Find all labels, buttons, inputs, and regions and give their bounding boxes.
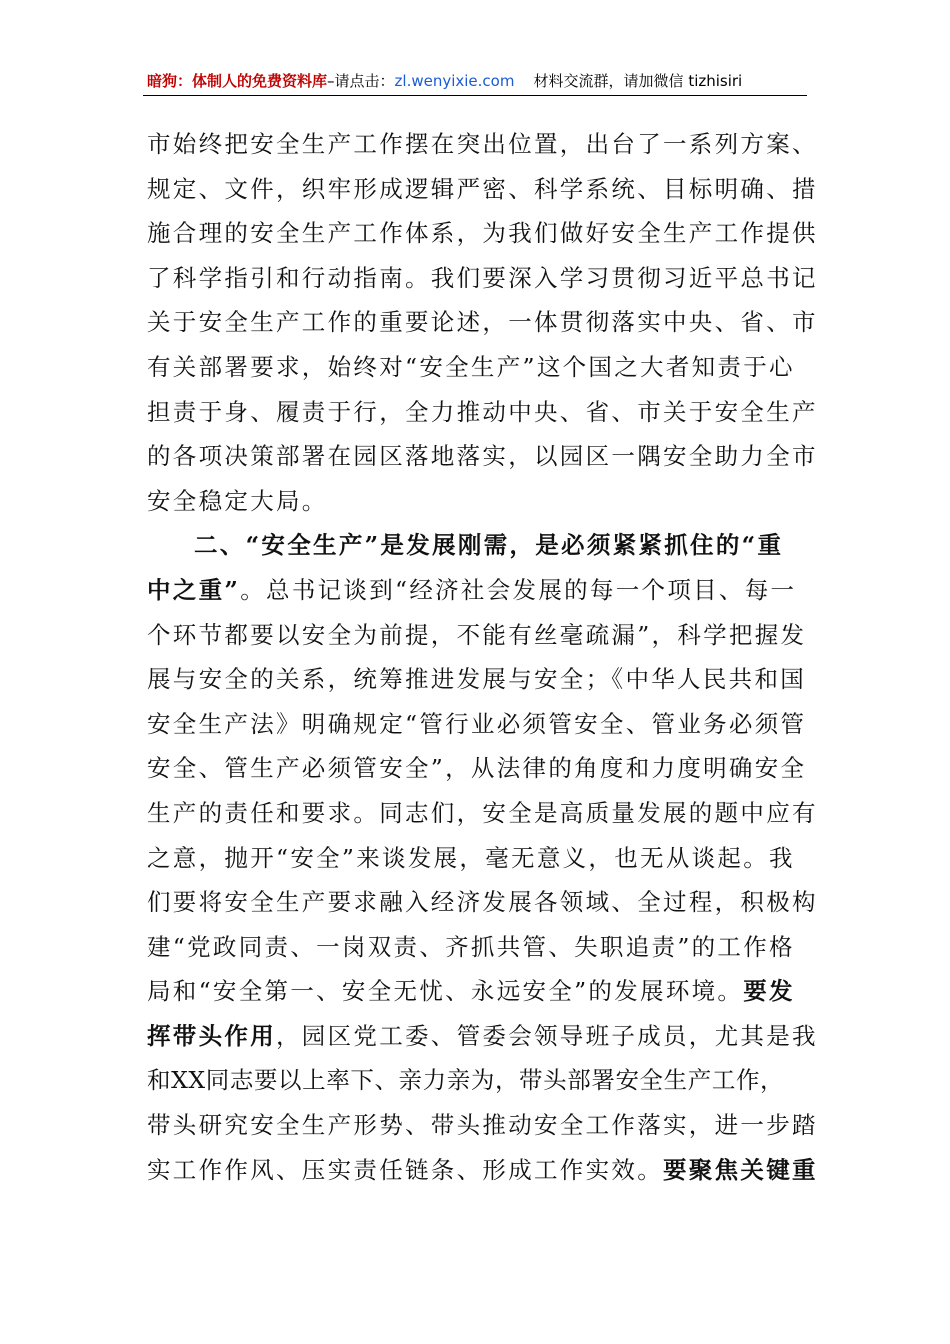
body-line: 施合理的安全生产工作体系，为我们做好安全生产工作提供 [147,219,818,248]
bold-emphasis: 挥带头作用 [147,1021,276,1050]
bold-emphasis: 要发 [743,977,795,1006]
body-line: 安全生产法》明确规定“管行业必须管安全、管业务必须管 [147,709,807,738]
document-body [147,122,818,1192]
body-line [147,1148,818,1193]
body-line: 们要将安全生产要求融入经济发展各领域、全过程，积极构 [147,888,818,917]
body-line: 展与安全的关系，统筹推进发展与安全；《中华人民共和国 [147,665,807,694]
body-line: 了科学指引和行动指南。我们要深入学习贯彻习近平总书记 [147,263,818,292]
body-line: 建“党政同责、一岗双责、齐抓共管、失职追责”的工作格 [147,932,795,961]
body-line-text: 实工作作风、压实责任链条、形成工作实效。 [147,1155,663,1184]
body-line: 个环节都要以安全为前提，不能有丝毫疏漏”，科学把握发 [147,620,807,649]
body-line: 的各项决策部署在园区落地落实，以园区一隅安全助力全市 [147,442,818,471]
page-header [147,68,807,94]
bold-emphasis: 要聚焦关键重 [663,1155,818,1184]
body-line [147,969,807,1014]
header-prompt: 请点击： [334,72,395,90]
body-line-text: 局和“安全第一、安全无忧、永远安全”的发展环境。 [147,977,744,1006]
body-line: 规定、文件，织牢形成逻辑严密、科学系统、目标明确、措 [147,174,818,203]
body-line: 和XX同志要以上率下、亲力亲为，带头部署安全生产工作， [147,1066,785,1095]
header-dash: – [327,72,335,90]
body-line [147,1014,818,1059]
body-line: 安全、管生产必须管安全”，从法律的角度和力度明确安全 [147,754,807,783]
body-line [147,568,807,613]
header-brand: 暗狗：体制人的免费资料库 [147,72,328,90]
body-line: 有关部署要求，始终对“安全生产”这个国之大者知责于心 [147,352,795,381]
section-heading-end: 中之重” [147,575,241,604]
body-line: 之意，抛开“安全”来谈发展，毫无意义，也无从谈起。我 [147,843,795,872]
body-line: 带头研究安全生产形势、带头推动安全工作落实，进一步踏 [147,1111,818,1140]
body-line-text: ，园区党工委、管委会领导班子成员，尤其是我 [276,1021,818,1050]
header-divider [143,95,807,96]
body-line-text: 。总书记谈到“经济社会发展的每一个项目、每一 [240,575,797,604]
body-line: 生产的责任和要求。同志们，安全是高质量发展的题中应有 [147,798,818,827]
body-line: 安全稳定大局。 [147,486,328,515]
body-line: 担责于身、履责于行，全力推动中央、省、市关于安全生产 [147,397,818,426]
body-line: 关于安全生产工作的重要论述，一体贯彻落实中央、省、市 [147,308,818,337]
section-heading: 二、“安全生产”是发展刚需，是必须紧紧抓住的“重 [194,531,784,560]
body-line: 市始终把安全生产工作摆在突出位置，出台了一系列方案、 [147,130,818,158]
header-contact: 材料交流群，请加微信 tizhisiri [533,72,743,90]
header-link[interactable]: zl.wenyixie.com [394,72,515,90]
